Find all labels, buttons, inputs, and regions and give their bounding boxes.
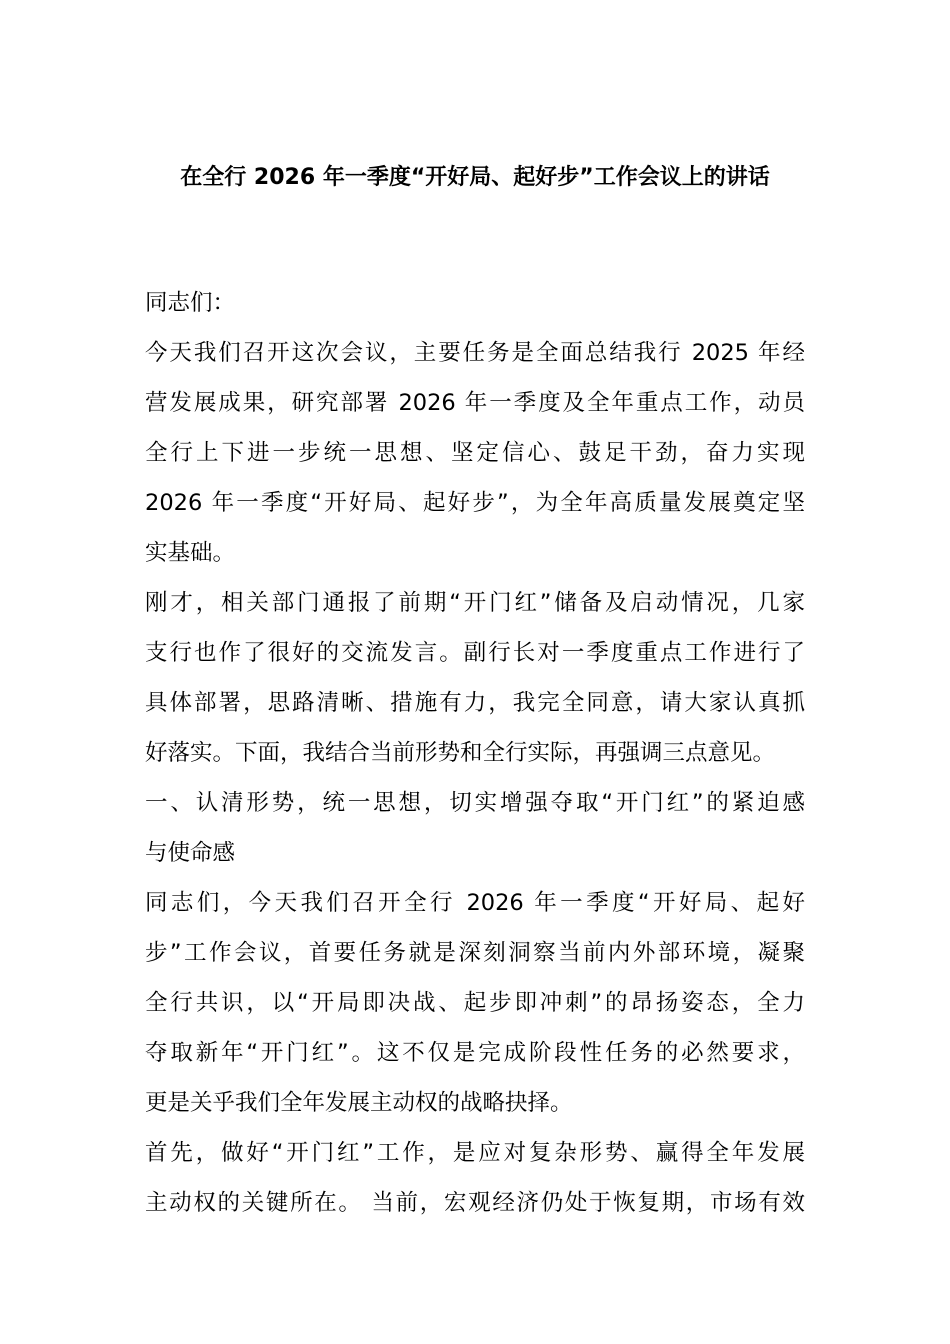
paragraph-line: 2026 年一季度“开好局、起好步”，为全年高质量发展奠定坚 <box>145 490 805 516</box>
paragraph-line: 全行共识，以“开局即决战、起步即冲刺”的昂扬姿态，全力 <box>145 990 805 1016</box>
section-heading-line: 与使命感 <box>145 840 236 866</box>
paragraph-line: 首先，做好“开门红”工作，是应对复杂形势、赢得全年发展 <box>145 1140 805 1166</box>
paragraph-line: 好落实。下面，我结合当前形势和全行实际，再强调三点意见。 <box>145 740 776 766</box>
paragraph-line: 今天我们召开这次会议，主要任务是全面总结我行 2025 年经 <box>145 340 805 366</box>
paragraph-line: 更是关乎我们全年发展主动权的战略抉择。 <box>145 1090 573 1116</box>
paragraph-line: 具体部署，思路清晰、措施有力，我完全同意，请大家认真抓 <box>145 690 805 716</box>
paragraph-line: 全行上下进一步统一思想、坚定信心、鼓足干劲，奋力实现 <box>145 440 805 466</box>
paragraph-line: 实基础。 <box>145 540 236 566</box>
salutation-line: 同志们： <box>145 290 236 316</box>
paragraph-line: 支行也作了很好的交流发言。副行长对一季度重点工作进行了 <box>145 640 805 666</box>
paragraph-line: 同志们，今天我们召开全行 2026 年一季度“开好局、起好 <box>145 890 805 916</box>
paragraph-line: 主动权的关键所在。 当前，宏观经济仍处于恢复期，市场有效 <box>145 1190 805 1216</box>
paragraph-line: 夺取新年“开门红”。这不仅是完成阶段性任务的必然要求， <box>145 1040 805 1066</box>
section-heading-line: 一、认清形势，统一思想，切实增强夺取“开门红”的紧迫感 <box>145 790 805 816</box>
paragraph-line: 营发展成果，研究部署 2026 年一季度及全年重点工作，动员 <box>145 390 805 416</box>
document-body <box>145 278 805 1228</box>
paragraph-line: 刚才，相关部门通报了前期“开门红”储备及启动情况，几家 <box>145 590 805 616</box>
paragraph-line: 步”工作会议，首要任务就是深刻洞察当前内外部环境，凝聚 <box>145 940 805 966</box>
document-title: 在全行 2026 年一季度“开好局、起好步”工作会议上的讲话 <box>180 165 770 190</box>
